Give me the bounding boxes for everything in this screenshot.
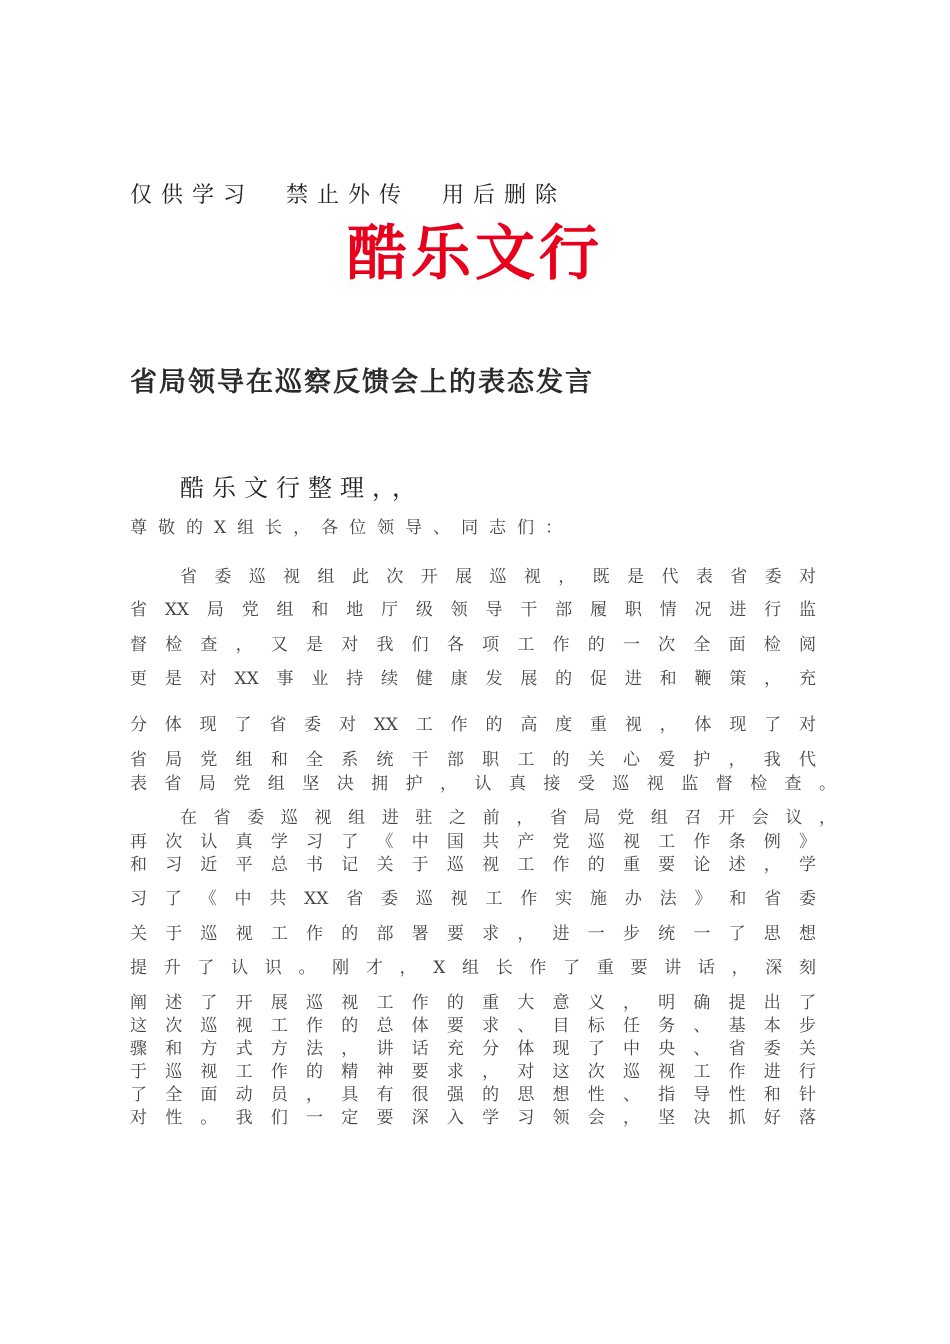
document-title: 省局领导在巡察反馈会上的表态发言 [130,367,594,398]
body-line: 省XX局党组和地厅级领导干部履职情况进行监 [130,600,816,620]
brand-text: 酷乐文行 [347,219,603,289]
body-line: 关于巡视工作的部署要求，进一步统一了思想 [130,924,816,944]
body-line: 这次巡视工作的总体要求、目标任务、基本步 [130,1016,816,1036]
organizer-line: 酷乐文行整理，， [180,474,424,502]
body-line: 再次认真学习了《中国共产党巡视工作条例》 [130,832,816,852]
brand-logo-text [0,206,950,292]
body-line: 省委巡视组此次开展巡视，既是代表省委对 [180,567,816,587]
notice-banner: 仅供学习 禁止外传 用后删除 [130,183,566,208]
body-line: 骤和方式方法，讲话充分体现了中央、省委关 [130,1039,816,1059]
body-line: 表省局党组坚决拥护，认真接受巡视监督检查。 [130,774,836,794]
body-line: 了全面动员，具有很强的思想性、指导性和针 [130,1085,816,1105]
body-line: 习了《中共XX省委巡视工作实施办法》和省委 [130,889,816,909]
body-line: 于巡视工作的精神要求，对这次巡视工作进行 [130,1062,816,1082]
body-line: 提升了认识。刚才，X组长作了重要讲话，深刻 [130,958,816,978]
body-line: 督检查，又是对我们各项工作的一次全面检阅 [130,635,816,655]
body-line: 尊敬的X组长，各位领导、同志们： [130,518,574,538]
body-line: 分体现了省委对XX工作的高度重视，体现了对 [130,715,816,735]
body-line: 和习近平总书记关于巡视工作的重要论述，学 [130,855,816,875]
body-line: 更是对XX事业持续健康发展的促进和鞭策，充 [130,669,816,689]
body-line: 对性。我们一定要深入学习领会，坚决抓好落 [130,1108,816,1128]
body-line: 省局党组和全系统干部职工的关心爱护，我代 [130,750,816,770]
body-line: 阐述了开展巡视工作的重大意义，明确提出了 [130,993,816,1013]
body-line: 在省委巡视组进驻之前，省局党组召开会议， [180,808,836,828]
